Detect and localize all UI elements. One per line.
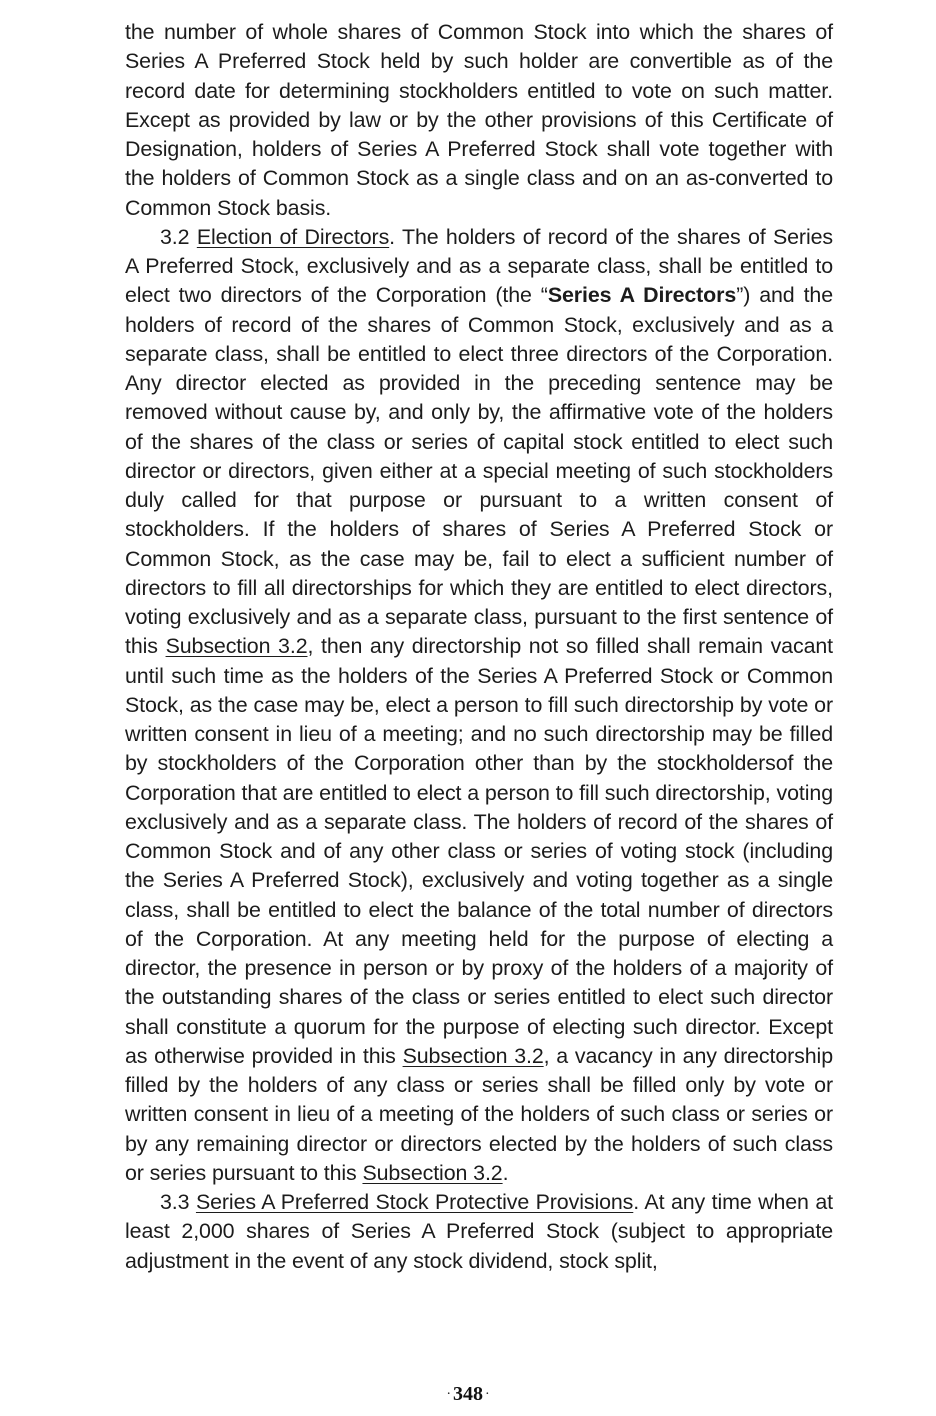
defined-term: Series A Directors — [547, 283, 737, 308]
section-text: , a vacancy in any directorship filled by the holders of any class or series shall be filled only by vote or written consent in lieu of a meeting of the holders of such class or series or by any remaining director or directors elected by the holders of such class or series pursuant to this — [125, 1043, 833, 1185]
page-number-dot: · — [485, 1387, 490, 1403]
section-heading: Series A Preferred Stock Protective Provisions — [195, 1190, 634, 1214]
document-page — [125, 18, 833, 1276]
section-text: . The holders of record of the shares of Series A Preferred Stock, exclusively and as a separate class, shall be entitled to elect two directors of the Corporation (the “ — [125, 224, 833, 308]
section-text: , then any directorship not so filled shall remain vacant until such time as the holders of the Series A Preferred Stock or Common Stock, as the case may be, elect a person to fill such directorship by vote or written consent in lieu of a meeting; and no such directorship may be filled by stockholders of the Corporation other than by the stockholdersof the Corporation that are entitled to elect a person to fill such directorship, voting exclusively and as a separate class. The holders of record of the shares of Common Stock and of any other class or series of voting stock (including the Series A Preferred Stock), exclusively and voting together as a single class, shall be entitled to elect the balance of the total number of directors of the Corporation. At any meeting held for the purpose of electing a director, the presence in person or by proxy of the holders of a majority of the outstanding shares of the class or series entitled to elect such director shall constitute a quorum for the purpose of electing such director. Except as otherwise provided in this — [125, 634, 834, 1068]
section-number: 3.3 — [160, 1190, 190, 1214]
section-text: ”) and the holders of record of the shares of Common Stock, exclusively and as a separate class, shall be entitled to elect three directors of the Corporation. Any director elected as provided in the preceding sentence may be removed without cause by, and only by, the affirmative vote of the holders of the shares of the class or series of capital stock entitled to elect such director or directors, given either at a special meeting of such stockholders duly called for that purpose or pursuant to a written consent of stockholders. If the holders of shares of Series A Preferred Stock or Common Stock, as the case may be, fail to elect a sufficient number of directors to fill all directorships for which they are entitled to elect directors, voting exclusively and as a separate class, pursuant to the first sentence of this — [125, 283, 834, 659]
subsection-cross-reference[interactable]: Subsection 3.2 — [362, 1160, 503, 1185]
page-number — [0, 1382, 936, 1407]
paragraph-voting-continuation — [125, 18, 833, 223]
section-heading: Election of Directors — [196, 224, 390, 249]
page-number-value: 348 — [453, 1383, 483, 1405]
paragraph-text: the number of whole shares of Common Stock into which the shares of Series A Preferred Stock held by such holder are convertible as of the record date for determining stockholders entitled to vote on such matter. Except as provided by law or by the other provisions of this Certificate of Designation, holders of Series A Preferred Stock shall vote together with the holders of Common Stock as a single class and on an as-converted to Common Stock basis. — [125, 20, 833, 220]
subsection-cross-reference[interactable]: Subsection 3.2 — [165, 634, 308, 659]
section-3-2-election-of-directors — [125, 223, 833, 1188]
subsection-cross-reference[interactable]: Subsection 3.2 — [402, 1043, 544, 1068]
section-text: . — [502, 1160, 509, 1185]
document-body — [125, 18, 833, 1276]
page-number-dot: · — [446, 1387, 451, 1403]
section-3-3-protective-provisions — [125, 1188, 833, 1276]
section-number: 3.2 — [160, 224, 190, 249]
section-text: . At any time when at least 2,000 shares of Series A Preferred Stock (subject to appropriate adjustment in the event of any stock dividend, stock split, — [125, 1190, 833, 1273]
